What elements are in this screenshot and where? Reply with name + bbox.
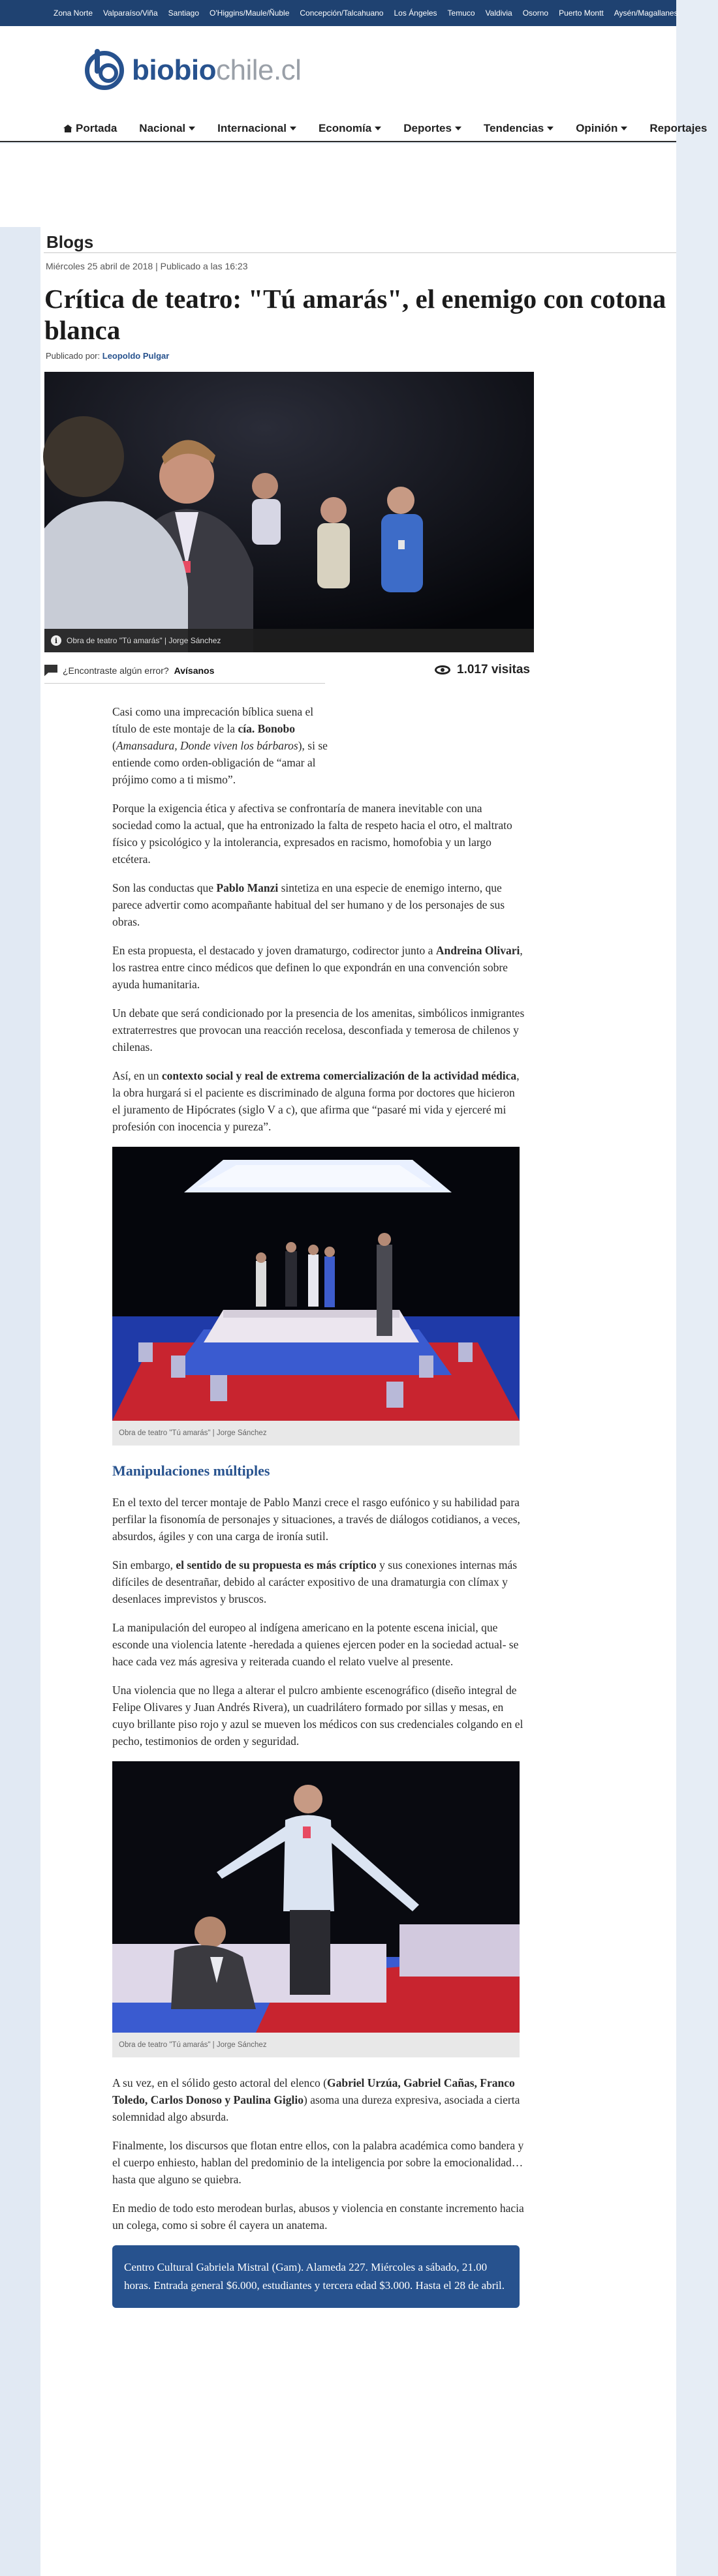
region-link[interactable]: Osorno: [522, 8, 549, 18]
paragraph-12: Finalmente, los discursos que flotan entre ellos, con la palabra académica como bandera y el cuerpo enhiesto, hablan del predominio de la inteligencia por sobre la emocionalidad… hasta que alguno se quiebra.: [112, 2139, 524, 2186]
region-link[interactable]: Los Ángeles: [394, 8, 437, 18]
article-photo-2[interactable]: [112, 1147, 520, 1421]
nav-item-label: Reportajes: [649, 122, 708, 134]
paragraph-8: Sin embargo, el sentido de su propuesta es más críptico y sus conexiones internas más difíciles de desentrañar, debido al carácter expositivo de una dramaturgia con clímax y desenlaces imprevistos y bruscos.: [112, 1558, 518, 1605]
region-link[interactable]: Valdivia: [485, 8, 512, 18]
region-link[interactable]: Santiago: [168, 8, 200, 18]
paragraph-4: En esta propuesta, el destacado y joven dramaturgo, codirector junto a Andreina Olivari, los rastrea entre cinco médicos que definen lo que expondrán en una convención sobre ayuda humanitaria.: [112, 944, 523, 991]
actors-photo-illustration: [112, 1761, 520, 2033]
region-link[interactable]: Aysén/Magallanes: [614, 8, 678, 18]
nav-item-economía[interactable]: [307, 122, 392, 135]
chevron-down-icon: [290, 127, 296, 130]
nav-item-deportes[interactable]: [392, 122, 473, 135]
nav-item-label: Deportes: [403, 122, 452, 134]
home-icon: [63, 125, 72, 132]
nav-item-opinión[interactable]: [565, 122, 638, 135]
byline-prefix: Publicado por:: [46, 351, 101, 361]
site-header: [0, 26, 676, 117]
paragraph-11: A su vez, en el sólido gesto actoral del elenco (Gabriel Urzúa, Gabriel Cañas, Franco Toledo, Carlos Donoso y Paulina Giglio) asoma una dureza expresiva, asociada a cierta solemnidad algo absurda.: [112, 2076, 520, 2123]
paragraph-3: Son las conductas que Pablo Manzi sintetiza en una especie de enemigo interno, que parece advertir como acompañante habitual del ser humano y de los personajes de sus obras.: [112, 881, 505, 928]
paragraph-10: Una violencia que no llega a alterar el pulcro ambiente escenográfico (diseño integral de Felipe Olivares y Juan Andrés Rivera), un cuadrilátero formado por sillas y mesas, en cuyo brillante piso rojo y azul se mueven los médicos con sus credenciales colgando en el pecho, testimonios de orden y seguridad.: [112, 1684, 523, 1748]
section-link[interactable]: Blogs: [46, 232, 94, 252]
chevron-down-icon: [547, 127, 554, 130]
logo-text: biobiochile.cl: [132, 54, 302, 86]
dateline: Miércoles 25 abril de 2018 | Publicado a las 16:23: [46, 261, 248, 271]
report-error-row: [44, 658, 325, 684]
report-error-link[interactable]: Avísanos: [174, 665, 215, 676]
visit-count: 1.017 visitas: [457, 663, 530, 676]
paragraph-9: La manipulación del europeo al indígena americano en la potente escena inicial, que esconde una violencia latente -heredada a quienes ejercen poder en la sociedad actual- se hace cada vez más agresiva y reiterada cuando el relato vuelve al presente.: [112, 1621, 519, 1668]
section-label: [44, 227, 676, 253]
stage-photo-illustration: [112, 1147, 520, 1421]
region-link[interactable]: Temuco: [447, 8, 475, 18]
paragraph-5: Un debate que será condicionado por la presencia de los amenitas, simbólicos inmigrantes extraterrestres que provocan una reacción recelosa, desconfiada y temerosa de chilenos y chilenas.: [112, 1007, 525, 1053]
logo-mark-icon: [85, 51, 124, 90]
event-info-box: Centro Cultural Gabriela Mistral (Gam). Alameda 227. Miércoles a sábado, 21.00 horas. Entrada general $6.000, estudiantes y tercera edad $3.000. Hasta el 28 de abril.: [112, 2245, 520, 2308]
nav-item-tendencias[interactable]: [473, 122, 565, 135]
nav-item-label: Economía: [318, 122, 372, 134]
nav-item-label: Nacional: [139, 122, 186, 134]
paragraph-2: Porque la exigencia ética y afectiva se confrontaría de manera inevitable con una sociedad como la actual, que ha entronizado la falta de respeto hacia el otro, el maltrato físico y psicológico y la intolerancia, expresados en racismo, homofobia y un largo etcétera.: [112, 802, 512, 866]
eye-icon: [435, 665, 450, 674]
subheading: Manipulaciones múltiples: [112, 1462, 270, 1479]
report-flag-icon: [44, 665, 57, 676]
nav-item-reportajes[interactable]: [638, 122, 718, 135]
nav-item-label: Internacional: [217, 122, 287, 134]
ad-banner-area: [0, 144, 676, 227]
site-logo[interactable]: [85, 51, 301, 90]
nav-item-internacional[interactable]: [206, 122, 307, 135]
main-nav: [0, 116, 708, 142]
paragraph-7: En el texto del tercer montaje de Pablo Manzi crece el rasgo eufónico y su habilidad para perfilar la fisonomía de personajes y situaciones, a través de diálogos cotidianos, a veces, absurdos, ágiles y con una carga de ironía sutil.: [112, 1496, 520, 1543]
region-link[interactable]: O'Higgins/Maule/Ñuble: [210, 8, 290, 18]
visit-counter: [435, 663, 530, 677]
article-title: Crítica de teatro: "Tú amarás", el enemigo con cotona blanca: [44, 284, 666, 345]
region-link[interactable]: Concepción/Talcahuano: [300, 8, 384, 18]
nav-item-nacional[interactable]: [128, 122, 206, 135]
nav-item-portada[interactable]: [52, 122, 128, 135]
hero-photo-illustration: [44, 372, 534, 652]
paragraph-13: En medio de todo esto merodean burlas, abusos y violencia en constante incremento hacia un colega, como si sobre él cayera un anatema.: [112, 2202, 524, 2232]
byline: [46, 351, 169, 361]
article-body: [112, 703, 525, 2308]
region-link[interactable]: Puerto Montt: [559, 8, 604, 18]
region-link[interactable]: Zona Norte: [54, 8, 93, 18]
photo-3-caption: Obra de teatro "Tú amarás" | Jorge Sánchez: [112, 2033, 520, 2057]
paragraph-6: Así, en un contexto social y real de extrema comercialización de la actividad médica, la obra hurgará si el paciente es discriminado de alguna forma por doctores que hicieron el juramento de Hipócrates (siglo V a c), que afirma que “pasaré mi vida y ejerceré mi profesión con inocencia y pureza”.: [112, 1069, 520, 1133]
region-list: [0, 0, 676, 26]
chevron-down-icon: [621, 127, 627, 130]
nav-item-label: Tendencias: [483, 122, 544, 134]
info-icon[interactable]: i: [51, 635, 61, 646]
nav-item-label: Opinión: [576, 122, 618, 134]
photo-2-caption: Obra de teatro "Tú amarás" | Jorge Sánchez: [112, 1421, 520, 1446]
article-photo-3[interactable]: [112, 1761, 520, 2033]
error-prompt: ¿Encontraste algún error?: [63, 665, 169, 676]
paragraph-1: Casi como una imprecación bíblica suena el título de este montaje de la cía. Bonobo (Amansadura, Donde viven los bárbaros), si se entiende como orden-obligación de “amar al prójimo como a ti mismo”.: [112, 705, 328, 786]
chevron-down-icon: [375, 127, 381, 130]
region-bar: [0, 0, 676, 26]
nav-item-label: Portada: [76, 122, 117, 134]
article-container: [40, 227, 676, 2576]
hero-caption: i Obra de teatro "Tú amarás" | Jorge Sánchez: [44, 629, 534, 652]
region-link[interactable]: Valparaíso/Viña: [103, 8, 158, 18]
author-link[interactable]: Leopoldo Pulgar: [102, 351, 170, 361]
chevron-down-icon: [189, 127, 195, 130]
hero-image[interactable]: [44, 372, 534, 652]
chevron-down-icon: [455, 127, 461, 130]
left-sidebar-stripe: [0, 227, 40, 2576]
